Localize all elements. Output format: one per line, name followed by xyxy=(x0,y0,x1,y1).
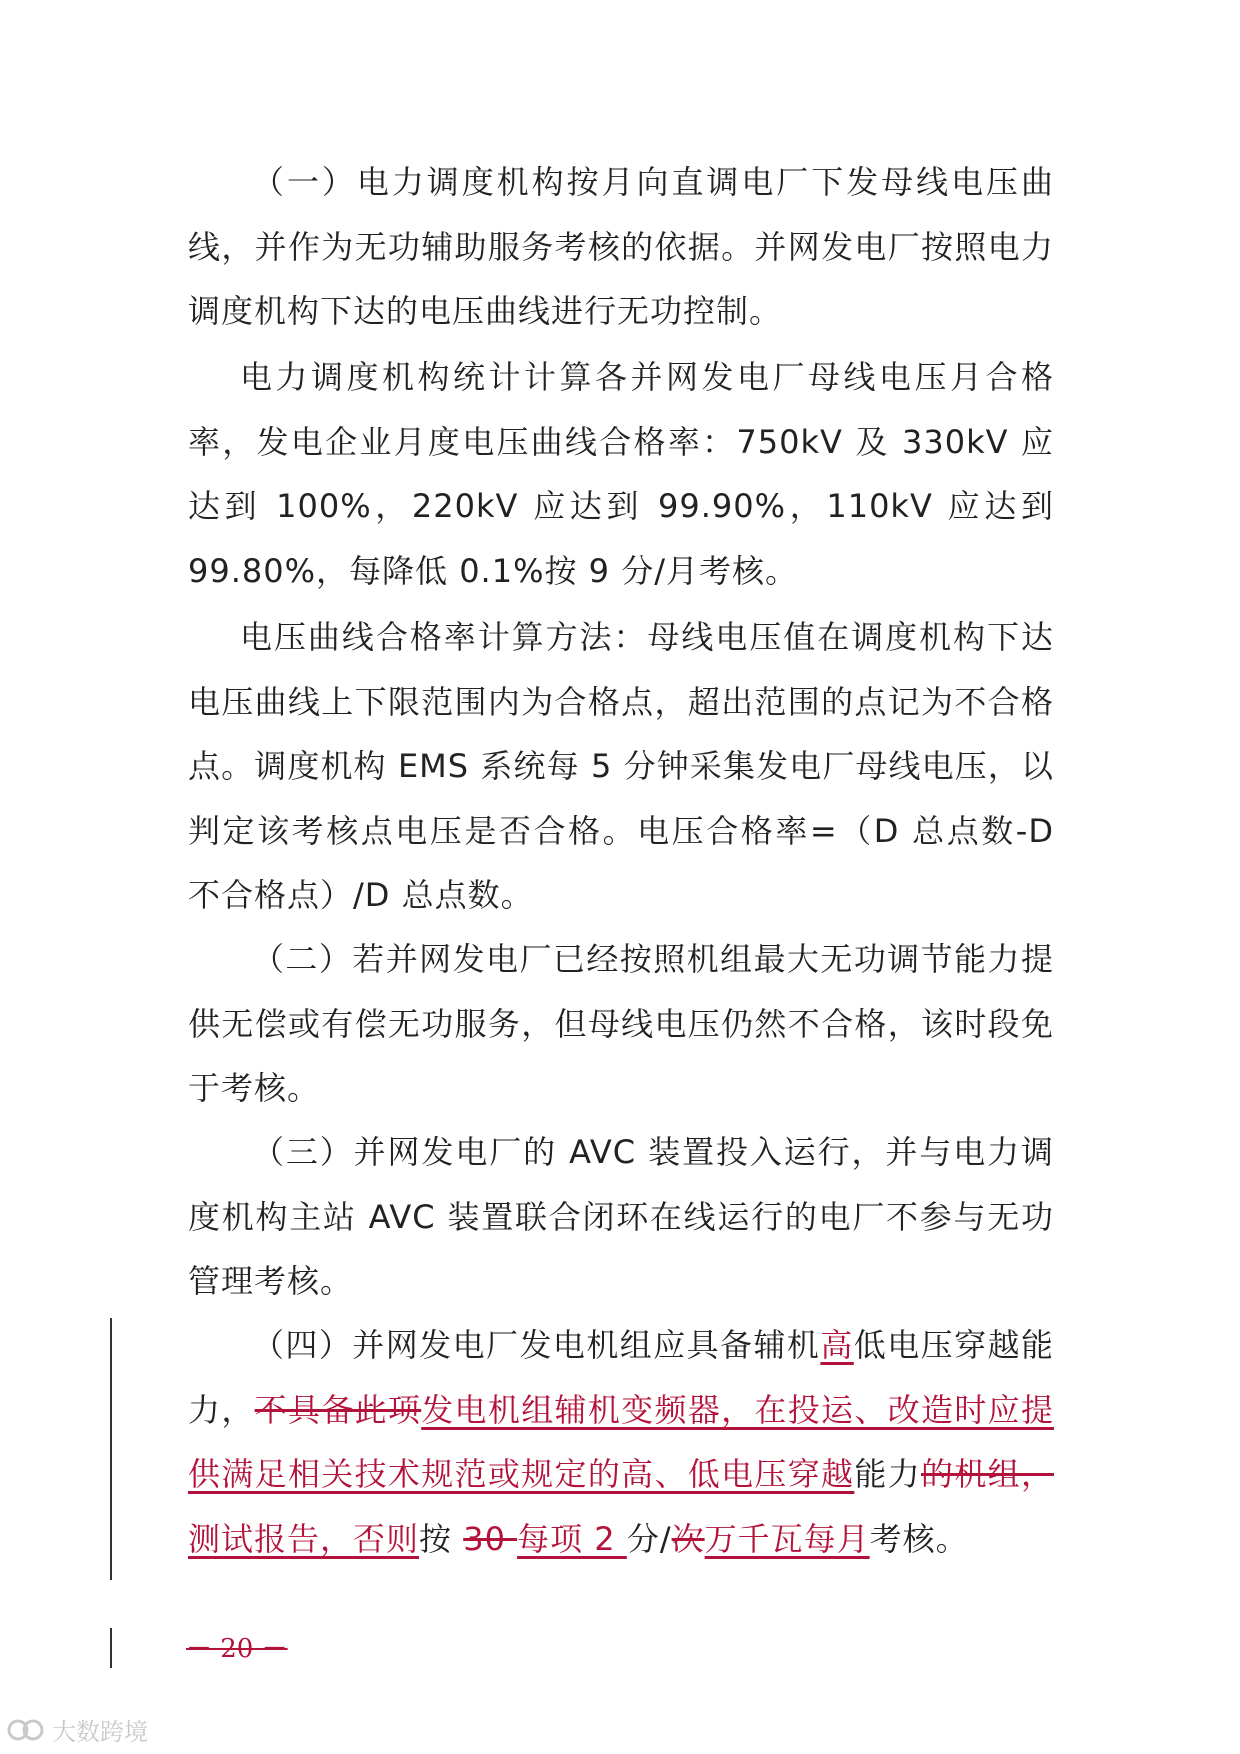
paragraph-3: 电压曲线合格率计算方法：母线电压值在调度机构下达电压曲线上下限范围内为合格点，超出范围的点记为不合格点。调度机构 EMS 系统每 5 分钟采集发电厂母线电压，以判定该考核点电压是否合格。电压合格率=（D 总点数-D 不合格点）/D 总点数。 xyxy=(188,618,1054,914)
inserted-text: 每项 2 xyxy=(517,1519,627,1558)
paragraph-1: （一）电力调度机构按月向直调电厂下发母线电压曲线，并作为无功辅助服务考核的依据。并网发电厂按照电力调度机构下达的电压曲线进行无功控制。 xyxy=(188,163,1054,330)
plain-text: 能力 xyxy=(854,1455,922,1493)
deleted-text: 次 xyxy=(671,1519,705,1558)
inserted-text: 测试报告，否则 xyxy=(188,1519,420,1558)
deleted-text: 30 xyxy=(463,1519,518,1558)
watermark-text: 大数跨境 xyxy=(52,1718,148,1746)
page-number: － 20 － xyxy=(186,1634,288,1664)
watermark xyxy=(6,1712,148,1747)
plain-text: 考核。 xyxy=(869,1519,969,1558)
paragraph-6-tracked-changes xyxy=(188,1313,1054,1571)
revision-change-bar xyxy=(110,1318,112,1580)
revision-change-bar xyxy=(110,1628,112,1668)
deleted-text: 不具备此项 xyxy=(254,1390,422,1429)
plain-text: （四）并网发电厂发电机组应具备辅机 xyxy=(252,1326,821,1364)
deleted-text: 的机组， xyxy=(921,1455,1054,1493)
inserted-text: 万千瓦每月 xyxy=(704,1519,870,1558)
plain-text: 低电压穿越能力， xyxy=(188,1326,1054,1429)
paragraph-5: （三）并网发电厂的 AVC 装置投入运行，并与电力调度机构主站 AVC 装置联合闭环在线运行的电厂不参与无功管理考核。 xyxy=(188,1133,1054,1300)
paragraph-2: 电力调度机构统计计算各并网发电厂母线电压月合格率，发电企业月度电压曲线合格率：750kV 及 330kV 应达到 100%，220kV 应达到 99.90%，110kV 应达到 99.80%，每降低 0.1%按 9 分/月考核。 xyxy=(188,358,1054,590)
plain-text: 按 xyxy=(419,1519,464,1558)
watermark-logo-icon xyxy=(6,1717,46,1743)
paragraph-4: （二）若并网发电厂已经按照机组最大无功调节能力提供无偿或有偿无功服务，但母线电压仍然不合格，该时段免于考核。 xyxy=(188,940,1054,1107)
plain-text: 分/ xyxy=(626,1519,672,1558)
inserted-text: 发电机组辅机变频器，在投运、改造时应提供满足相关技术规范或规定的高、低电压穿越 xyxy=(188,1390,1054,1493)
inserted-text: 高 xyxy=(820,1326,854,1364)
